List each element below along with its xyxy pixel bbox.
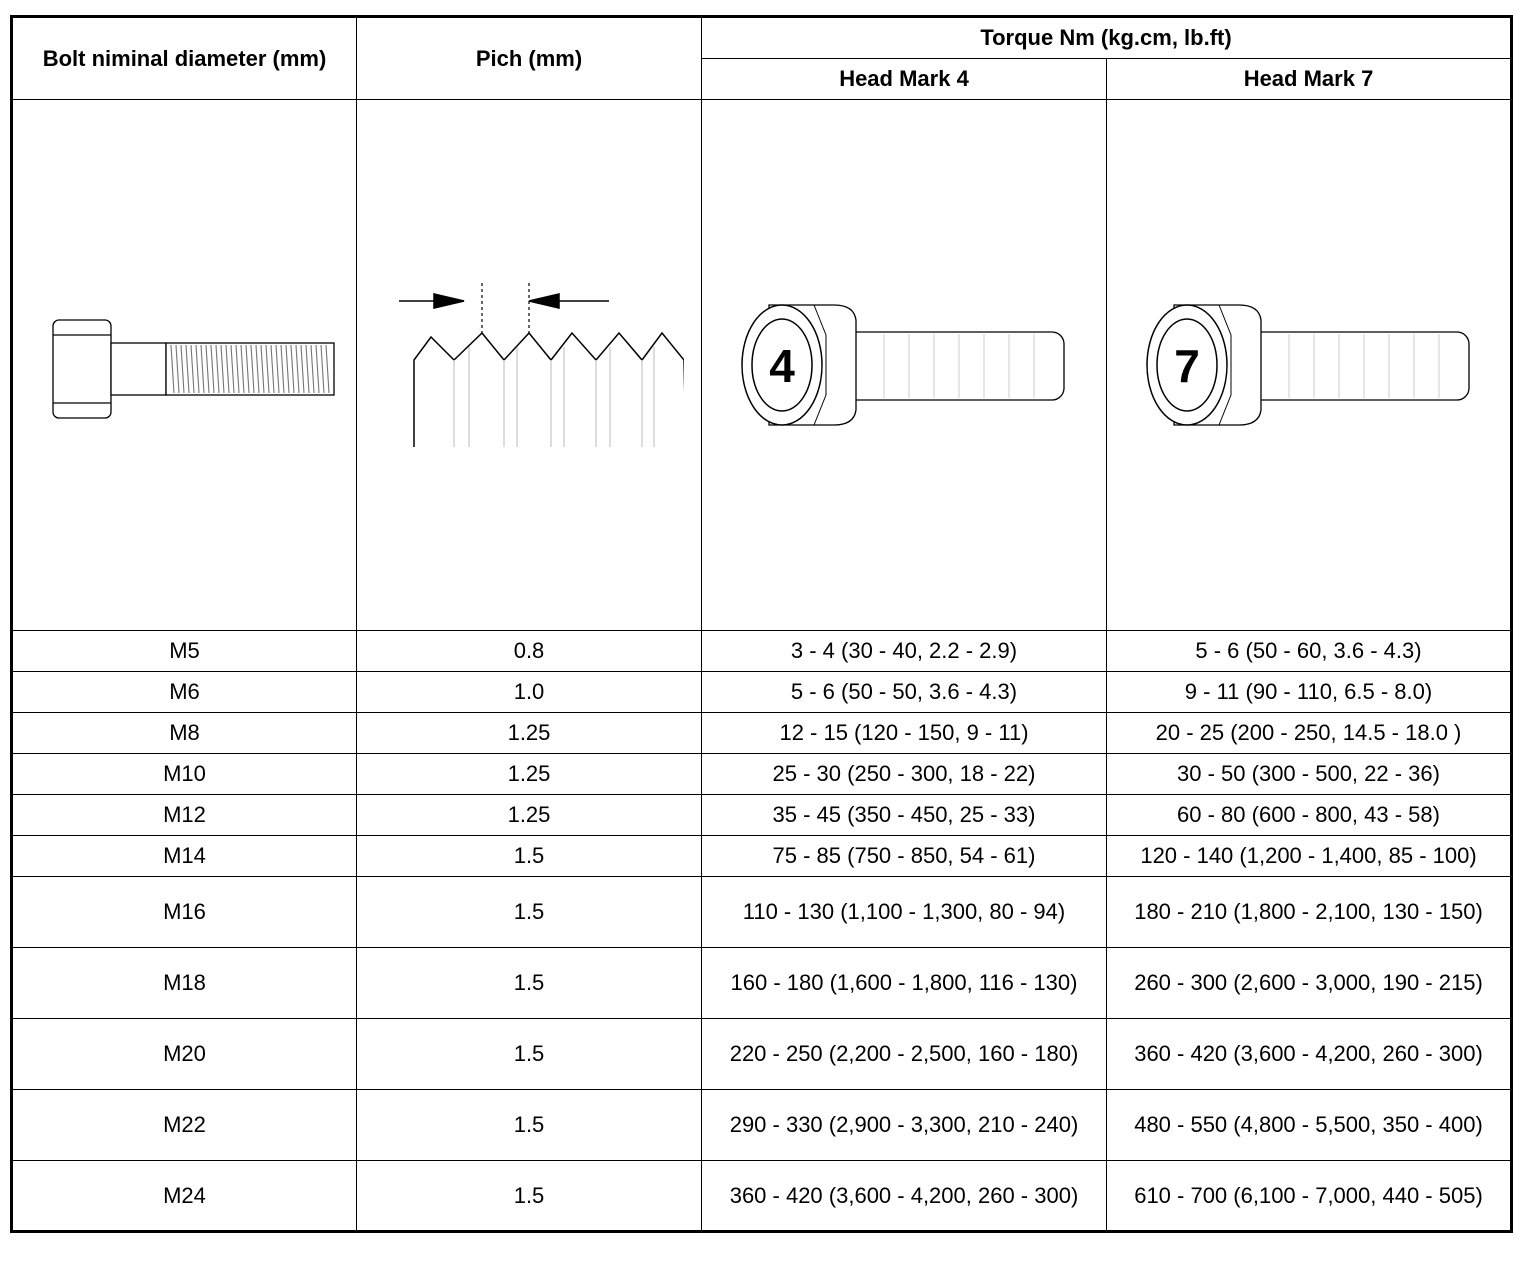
- diameter-cell: M22: [12, 1090, 357, 1161]
- diameter-cell: M6: [12, 672, 357, 713]
- table-row: [12, 1019, 1512, 1090]
- head-mark-7-illustration-cell: [1107, 100, 1512, 631]
- torque-head-mark-7-cell: 260 - 300 (2,600 - 3,000, 190 - 215): [1107, 948, 1512, 1019]
- head-mark-7-label: 7: [1173, 340, 1200, 392]
- bolt-illustration-cell: [12, 100, 357, 631]
- table-row: [12, 1161, 1512, 1232]
- torque-head-mark-7-cell: 610 - 700 (6,100 - 7,000, 440 - 505): [1107, 1161, 1512, 1232]
- torque-head-mark-4-cell: 35 - 45 (350 - 450, 25 - 33): [702, 795, 1107, 836]
- pitch-illustration-cell: [357, 100, 702, 631]
- table-row: [12, 754, 1512, 795]
- torque-head-mark-4-cell: 5 - 6 (50 - 50, 3.6 - 4.3): [702, 672, 1107, 713]
- pitch-cell: 1.5: [357, 877, 702, 948]
- diameter-cell: M5: [12, 631, 357, 672]
- table-row: [12, 672, 1512, 713]
- torque-head-mark-4-cell: 290 - 330 (2,900 - 3,300, 210 - 240): [702, 1090, 1107, 1161]
- torque-head-mark-4-cell: 3 - 4 (30 - 40, 2.2 - 2.9): [702, 631, 1107, 672]
- diameter-cell: M8: [12, 713, 357, 754]
- table-row: [12, 836, 1512, 877]
- pitch-cell: 1.5: [357, 1019, 702, 1090]
- diameter-cell: M12: [12, 795, 357, 836]
- torque-head-mark-7-cell: 20 - 25 (200 - 250, 14.5 - 18.0 ): [1107, 713, 1512, 754]
- table-row: [12, 1090, 1512, 1161]
- torque-head-mark-4-cell: 12 - 15 (120 - 150, 9 - 11): [702, 713, 1107, 754]
- torque-head-mark-7-cell: 480 - 550 (4,800 - 5,500, 350 - 400): [1107, 1090, 1512, 1161]
- torque-head-mark-4-cell: 75 - 85 (750 - 850, 54 - 61): [702, 836, 1107, 877]
- head-mark-4-illustration-cell: [702, 100, 1107, 631]
- diameter-cell: M16: [12, 877, 357, 948]
- diameter-cell: M24: [12, 1161, 357, 1232]
- pitch-cell: 1.5: [357, 836, 702, 877]
- torque-head-mark-7-cell: 30 - 50 (300 - 500, 22 - 36): [1107, 754, 1512, 795]
- table-row: [12, 795, 1512, 836]
- torque-head-mark-7-cell: 9 - 11 (90 - 110, 6.5 - 8.0): [1107, 672, 1512, 713]
- pitch-cell: 0.8: [357, 631, 702, 672]
- torque-head-mark-4-cell: 25 - 30 (250 - 300, 18 - 22): [702, 754, 1107, 795]
- bolt-head-mark-4-icon: [734, 290, 1074, 440]
- header-bolt-diameter: Bolt niminal diameter (mm): [12, 17, 357, 100]
- pitch-cell: 1.25: [357, 754, 702, 795]
- table-row: [12, 877, 1512, 948]
- torque-head-mark-4-cell: 110 - 130 (1,100 - 1,300, 80 - 94): [702, 877, 1107, 948]
- pitch-cell: 1.5: [357, 1090, 702, 1161]
- diameter-cell: M10: [12, 754, 357, 795]
- table-row: [12, 713, 1512, 754]
- table-row: [12, 631, 1512, 672]
- header-row: [12, 17, 1512, 59]
- thread-pitch-icon: [374, 275, 684, 455]
- torque-head-mark-7-cell: 5 - 6 (50 - 60, 3.6 - 4.3): [1107, 631, 1512, 672]
- diameter-cell: M18: [12, 948, 357, 1019]
- torque-head-mark-7-cell: 120 - 140 (1,200 - 1,400, 85 - 100): [1107, 836, 1512, 877]
- header-head-mark-7: Head Mark 7: [1107, 59, 1512, 100]
- pitch-cell: 1.5: [357, 1161, 702, 1232]
- pitch-cell: 1.5: [357, 948, 702, 1019]
- torque-head-mark-7-cell: 180 - 210 (1,800 - 2,100, 130 - 150): [1107, 877, 1512, 948]
- diameter-cell: M14: [12, 836, 357, 877]
- diameter-cell: M20: [12, 1019, 357, 1090]
- table-row: [12, 948, 1512, 1019]
- torque-head-mark-7-cell: 360 - 420 (3,600 - 4,200, 260 - 300): [1107, 1019, 1512, 1090]
- bolt-icon: [35, 305, 335, 425]
- bolt-head-mark-7-icon: [1139, 290, 1479, 440]
- torque-table: [10, 15, 1513, 1233]
- head-mark-4-label: 4: [769, 340, 795, 392]
- header-torque: Torque Nm (kg.cm, lb.ft): [702, 17, 1512, 59]
- illustration-row: [12, 100, 1512, 631]
- torque-head-mark-4-cell: 160 - 180 (1,600 - 1,800, 116 - 130): [702, 948, 1107, 1019]
- pitch-cell: 1.0: [357, 672, 702, 713]
- pitch-cell: 1.25: [357, 713, 702, 754]
- header-pitch: Pich (mm): [357, 17, 702, 100]
- torque-head-mark-7-cell: 60 - 80 (600 - 800, 43 - 58): [1107, 795, 1512, 836]
- torque-head-mark-4-cell: 360 - 420 (3,600 - 4,200, 260 - 300): [702, 1161, 1107, 1232]
- header-head-mark-4: Head Mark 4: [702, 59, 1107, 100]
- pitch-cell: 1.25: [357, 795, 702, 836]
- torque-head-mark-4-cell: 220 - 250 (2,200 - 2,500, 160 - 180): [702, 1019, 1107, 1090]
